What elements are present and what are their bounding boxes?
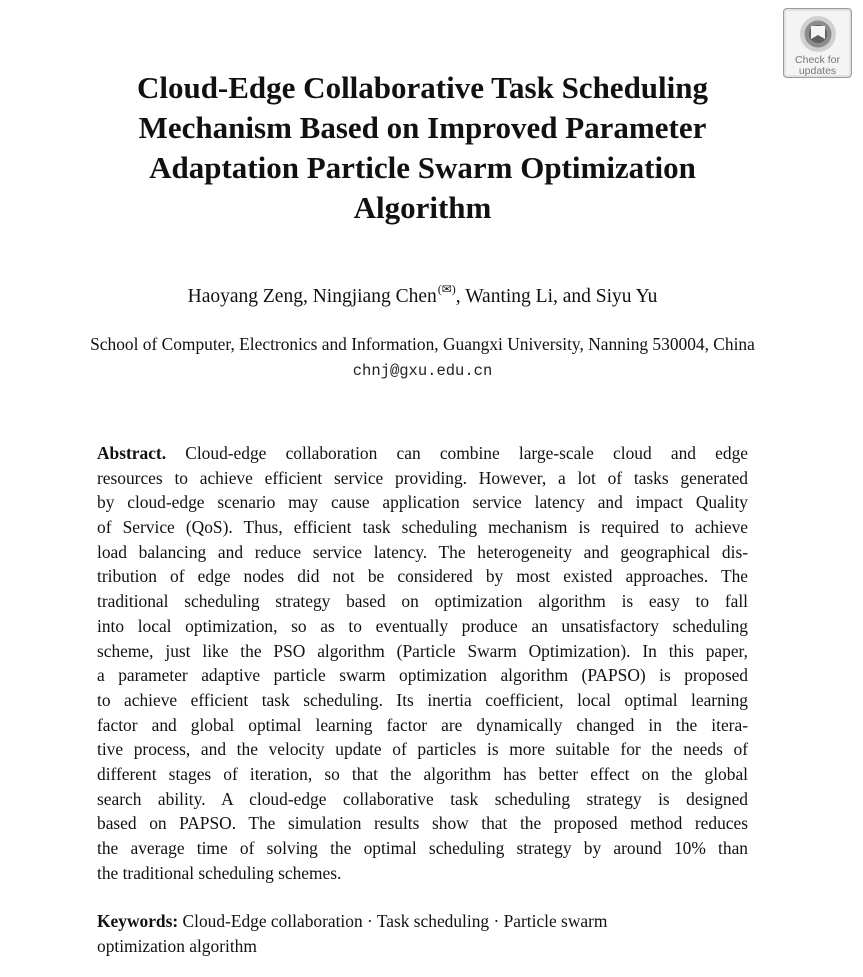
abstract-line: load balancing and reduce service latency. The heterogeneity and geographical dis- xyxy=(97,541,748,562)
authors-after-mark: , Wanting Li, and Siyu Yu xyxy=(455,286,658,307)
keywords-line xyxy=(97,909,748,934)
check-for-updates-icon xyxy=(798,14,838,54)
abstract-line: tribution of edge nodes did not be considered by most existed approaches. The xyxy=(97,566,748,587)
abstract xyxy=(97,441,748,885)
abstract-line: search ability. A cloud-edge collaborative task scheduling strategy is designed xyxy=(97,788,748,809)
keywords-heading: Keywords: xyxy=(97,911,179,931)
title-line: Mechanism Based on Improved Parameter xyxy=(138,110,707,145)
abstract-line: different stages of iteration, so that the algorithm has better effect on the global xyxy=(97,763,748,784)
abstract-heading: Abstract. xyxy=(97,443,167,463)
affiliation: School of Computer, Electronics and Information, Guangxi University, Nanning 530004, China xyxy=(90,334,755,354)
abstract-line: the average time of solving the optimal scheduling strategy by around 10% than xyxy=(97,838,748,858)
abstract-line: the traditional scheduling schemes. xyxy=(97,862,342,883)
author-list xyxy=(0,284,845,311)
title-line: Algorithm xyxy=(353,190,492,225)
abstract-line: tive process, and the velocity update of particles is more suitable for the needs of xyxy=(97,739,748,760)
check-for-updates-badge[interactable] xyxy=(783,8,852,78)
keywords-line: optimization algorithm xyxy=(97,936,257,956)
author-email[interactable]: chnj@gxu.edu.cn xyxy=(352,362,493,380)
badge-label-line1: Check for xyxy=(795,54,840,66)
abstract-line: based on PAPSO. The simulation results show that the proposed method reduces xyxy=(97,813,748,834)
abstract-first-line-text: Cloud-edge collaboration can combine large-scale cloud and edge xyxy=(185,443,748,463)
paper-title xyxy=(60,68,785,228)
authors-before-mark: Haoyang Zeng, Ningjiang Chen xyxy=(187,286,437,307)
title-line: Adaptation Particle Swarm Optimization xyxy=(149,150,696,185)
keywords-first-line-text: Cloud-Edge collaboration · Task scheduling · Particle swarm xyxy=(182,911,608,931)
corresponding-author-mail-icon[interactable]: (✉) xyxy=(437,282,456,296)
abstract-line: factor and global optimal learning factor are dynamically changed in the itera- xyxy=(97,714,748,735)
abstract-line xyxy=(97,441,748,466)
abstract-line: into local optimization, so as to eventually produce an unsatisfactory scheduling xyxy=(97,615,748,636)
abstract-line: traditional scheduling strategy based on optimization algorithm is easy to fall xyxy=(97,591,748,612)
abstract-line: of Service (QoS). Thus, efficient task scheduling mechanism is required to achieve xyxy=(97,517,748,538)
abstract-line: scheme, just like the PSO algorithm (Particle Swarm Optimization). In this paper, xyxy=(97,640,748,661)
abstract-line: resources to achieve efficient service providing. However, a lot of tasks generated xyxy=(97,467,748,488)
abstract-line: to achieve efficient task scheduling. Its inertia coefficient, local optimal learning xyxy=(97,689,748,710)
badge-label-line2: updates xyxy=(798,65,837,77)
title-line: Cloud-Edge Collaborative Task Scheduling xyxy=(136,70,709,105)
abstract-line: a parameter adaptive particle swarm optimization algorithm (PAPSO) is proposed xyxy=(97,665,748,686)
abstract-line: by cloud-edge scenario may cause application service latency and impact Quality xyxy=(97,492,748,513)
keywords xyxy=(97,909,748,959)
